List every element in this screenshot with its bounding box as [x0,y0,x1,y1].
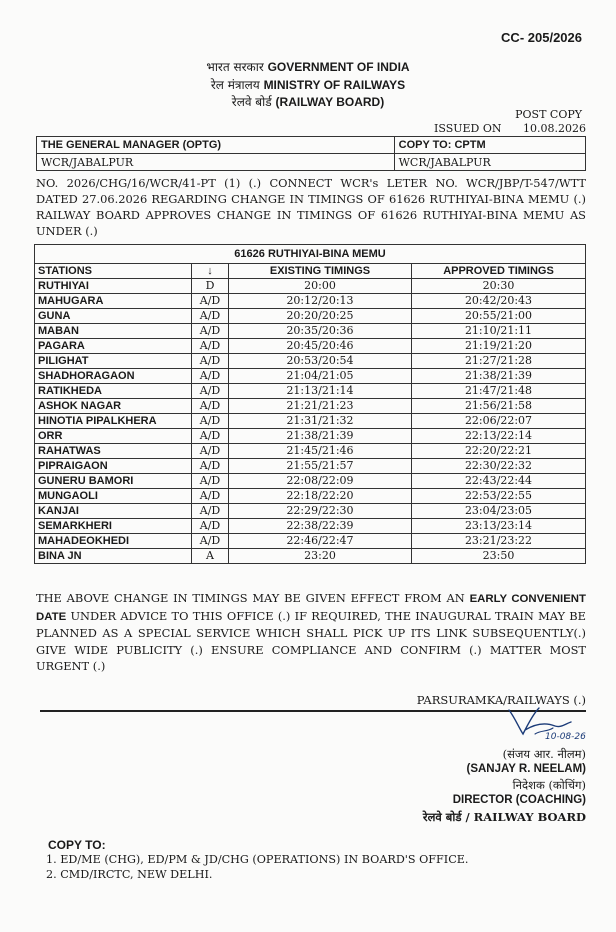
approved-timing-cell: 22:06/22:07 [412,414,586,429]
approved-timing-cell: 22:20/22:21 [412,444,586,459]
signatory-title-hindi: निदेशक (कोचिंग) [512,778,586,792]
copy-title: COPY TO: CPTM [394,137,585,154]
down-arrow-icon: ↓ [192,264,229,279]
table-row [35,384,586,399]
issued-on [434,122,586,135]
existing-timing-cell: 20:12/20:13 [229,294,412,309]
approved-timing-cell: 22:13/22:14 [412,429,586,444]
table-body [35,279,586,564]
arr-dep-cell: A/D [192,324,229,339]
header-board-hindi: रेलवे बोर्ड [231,95,272,109]
approved-timing-cell: 21:56/21:58 [412,399,586,414]
table-title: 61626 RUTHIYAI-BINA MEMU [35,245,586,264]
signatory-title-english: DIRECTOR (COACHING) [452,794,586,806]
approved-timing-cell: 20:42/20:43 [412,294,586,309]
station-cell: RAHATWAS [35,444,192,459]
station-cell: PIPRAIGAON [35,459,192,474]
copy-to-item: 2. CMD/IRCTC, NEW DELHI. [46,868,213,881]
signatory-name-english: (SANJAY R. NEELAM) [466,763,586,775]
table-row [35,444,586,459]
header-existing: EXISTING TIMINGS [229,264,412,279]
header-govt-hindi: भारत सरकार [206,60,264,74]
arr-dep-cell: D [192,279,229,294]
copy-place: WCR/JABALPUR [394,154,585,171]
header-ministry-english: MINISTRY OF RAILWAYS [263,78,406,92]
header-govt-english: GOVERNMENT OF INDIA [267,60,410,74]
table-row [35,309,586,324]
existing-timing-cell: 22:08/22:09 [229,474,412,489]
sender-line: PARSURAMKA/RAILWAYS (.) [416,693,586,707]
closing-bold: EARLY CONVENIENT DATE [36,593,586,623]
station-cell: PILIGHAT [35,354,192,369]
station-cell: MABAN [35,324,192,339]
arr-dep-cell: A/D [192,309,229,324]
approved-timing-cell: 20:55/21:00 [412,309,586,324]
table-row [35,369,586,384]
approved-timing-cell: 23:13/23:14 [412,519,586,534]
closing-pre: THE ABOVE CHANGE IN TIMINGS MAY BE GIVEN EFFECT FROM AN [36,591,470,605]
table-row [35,474,586,489]
table-row [35,354,586,369]
existing-timing-cell: 21:38/21:39 [229,429,412,444]
existing-timing-cell: 21:21/21:23 [229,399,412,414]
arr-dep-cell: A/D [192,444,229,459]
issued-date: 10.08.2026 [523,122,586,135]
copy-to-heading: COPY TO: [48,838,106,852]
table-row [35,279,586,294]
station-cell: MUNGAOLI [35,489,192,504]
header-line-ministry [0,76,616,93]
table-row [35,534,586,549]
existing-timing-cell: 20:20/20:25 [229,309,412,324]
table-row [35,399,586,414]
station-cell: SEMARKHERI [35,519,192,534]
station-cell: ORR [35,429,192,444]
approved-timing-cell: 23:50 [412,549,586,564]
approved-timing-cell: 22:53/22:55 [412,489,586,504]
message-body: NO. 2026/CHG/16/WCR/41-PT (1) (.) CONNECT WCR's LETER NO. WCR/JBP/T-547/WTT DATED 27.06.2026 REGARDING CHANGE IN TIMINGS OF 61626 RUTHIYAI-BINA MEMU (.) RAILWAY BOARD APPROVES CHANGE IN TIMINGS OF 61626 RUTHIYAI-BINA MEMU AS UNDER (.) [36,176,586,238]
header-approved: APPROVED TIMINGS [412,264,586,279]
existing-timing-cell: 21:04/21:05 [229,369,412,384]
address-table [36,136,586,171]
arr-dep-cell: A/D [192,414,229,429]
approved-timing-cell: 21:47/21:48 [412,384,586,399]
table-row [35,459,586,474]
arr-dep-cell: A/D [192,474,229,489]
closing-post: UNDER ADVICE TO THIS OFFICE (.) IF REQUIRED, THE INAUGURAL TRAIN MAY BE PLANNED AS A SPECIAL SERVICE WHICH SHALL PICK UP ITS LINK SUBSEQUENTLY(.) GIVE WIDE PUBLICITY (.) ENSURE COMPLIANCE AND CONFIRM (.) MATTER MOST URGENT (.) [36,608,586,673]
header-ministry-hindi: रेल मंत्रालय [210,78,260,92]
existing-timing-cell: 21:13/21:14 [229,384,412,399]
station-cell: GUNERU BAMORI [35,474,192,489]
arr-dep-cell: A/D [192,459,229,474]
signatory-organisation: रेलवे बोर्ड / RAILWAY BOARD [422,810,586,824]
existing-timing-cell: 20:35/20:36 [229,324,412,339]
arr-dep-cell: A/D [192,399,229,414]
station-cell: RUTHIYAI [35,279,192,294]
arr-dep-cell: A/D [192,504,229,519]
existing-timing-cell: 21:55/21:57 [229,459,412,474]
existing-timing-cell: 23:20 [229,549,412,564]
approved-timing-cell: 21:10/21:11 [412,324,586,339]
station-cell: SHADHORAGAON [35,369,192,384]
reference-number: CC- 205/2026 [501,30,582,45]
post-copy-label: POST COPY [515,108,582,121]
station-cell: RATIKHEDA [35,384,192,399]
existing-timing-cell: 22:29/22:30 [229,504,412,519]
arr-dep-cell: A/D [192,369,229,384]
station-cell: GUNA [35,309,192,324]
station-cell: ASHOK NAGAR [35,399,192,414]
existing-timing-cell: 21:31/21:32 [229,414,412,429]
arr-dep-cell: A/D [192,384,229,399]
approved-timing-cell: 22:30/22:32 [412,459,586,474]
table-row [35,504,586,519]
table-row [35,339,586,354]
existing-timing-cell: 22:18/22:20 [229,489,412,504]
timings-table [34,244,586,564]
existing-timing-cell: 20:53/20:54 [229,354,412,369]
table-row [35,519,586,534]
station-cell: KANJAI [35,504,192,519]
approved-timing-cell: 22:43/22:44 [412,474,586,489]
station-cell: PAGARA [35,339,192,354]
approved-timing-cell: 21:27/21:28 [412,354,586,369]
approved-timing-cell: 21:19/21:20 [412,339,586,354]
arr-dep-cell: A/D [192,534,229,549]
table-row [35,429,586,444]
header-board-english: (RAILWAY BOARD) [275,95,385,109]
approved-timing-cell: 20:30 [412,279,586,294]
station-cell: HINOTIA PIPALKHERA [35,414,192,429]
existing-timing-cell: 20:00 [229,279,412,294]
existing-timing-cell: 21:45/21:46 [229,444,412,459]
addressee-place: WCR/JABALPUR [37,154,395,171]
table-row [35,489,586,504]
header-line-government [0,58,616,75]
issued-label: ISSUED ON [434,122,502,135]
table-row [35,414,586,429]
arr-dep-cell: A/D [192,354,229,369]
station-cell: MAHUGARA [35,294,192,309]
copy-to-item: 1. ED/ME (CHG), ED/PM & JD/CHG (OPERATIONS) IN BOARD'S OFFICE. [46,853,469,866]
closing-paragraph [36,590,586,675]
table-row [35,294,586,309]
arr-dep-cell: A/D [192,294,229,309]
arr-dep-cell: A/D [192,519,229,534]
existing-timing-cell: 22:38/22:39 [229,519,412,534]
arr-dep-cell: A/D [192,489,229,504]
approved-timing-cell: 23:21/23:22 [412,534,586,549]
table-row [35,324,586,339]
header-stations: STATIONS [35,264,192,279]
addressee-title: THE GENERAL MANAGER (OPTG) [37,137,395,154]
approved-timing-cell: 21:38/21:39 [412,369,586,384]
station-cell: BINA JN [35,549,192,564]
signatory-name-hindi: (संजय आर. नीलम) [502,747,586,761]
approved-timing-cell: 23:04/23:05 [412,504,586,519]
station-cell: MAHADEOKHEDI [35,534,192,549]
signature-date: 10-08-26 [545,732,586,742]
arr-dep-cell: A [192,549,229,564]
arr-dep-cell: A/D [192,429,229,444]
existing-timing-cell: 20:45/20:46 [229,339,412,354]
existing-timing-cell: 22:46/22:47 [229,534,412,549]
arr-dep-cell: A/D [192,339,229,354]
table-row [35,549,586,564]
